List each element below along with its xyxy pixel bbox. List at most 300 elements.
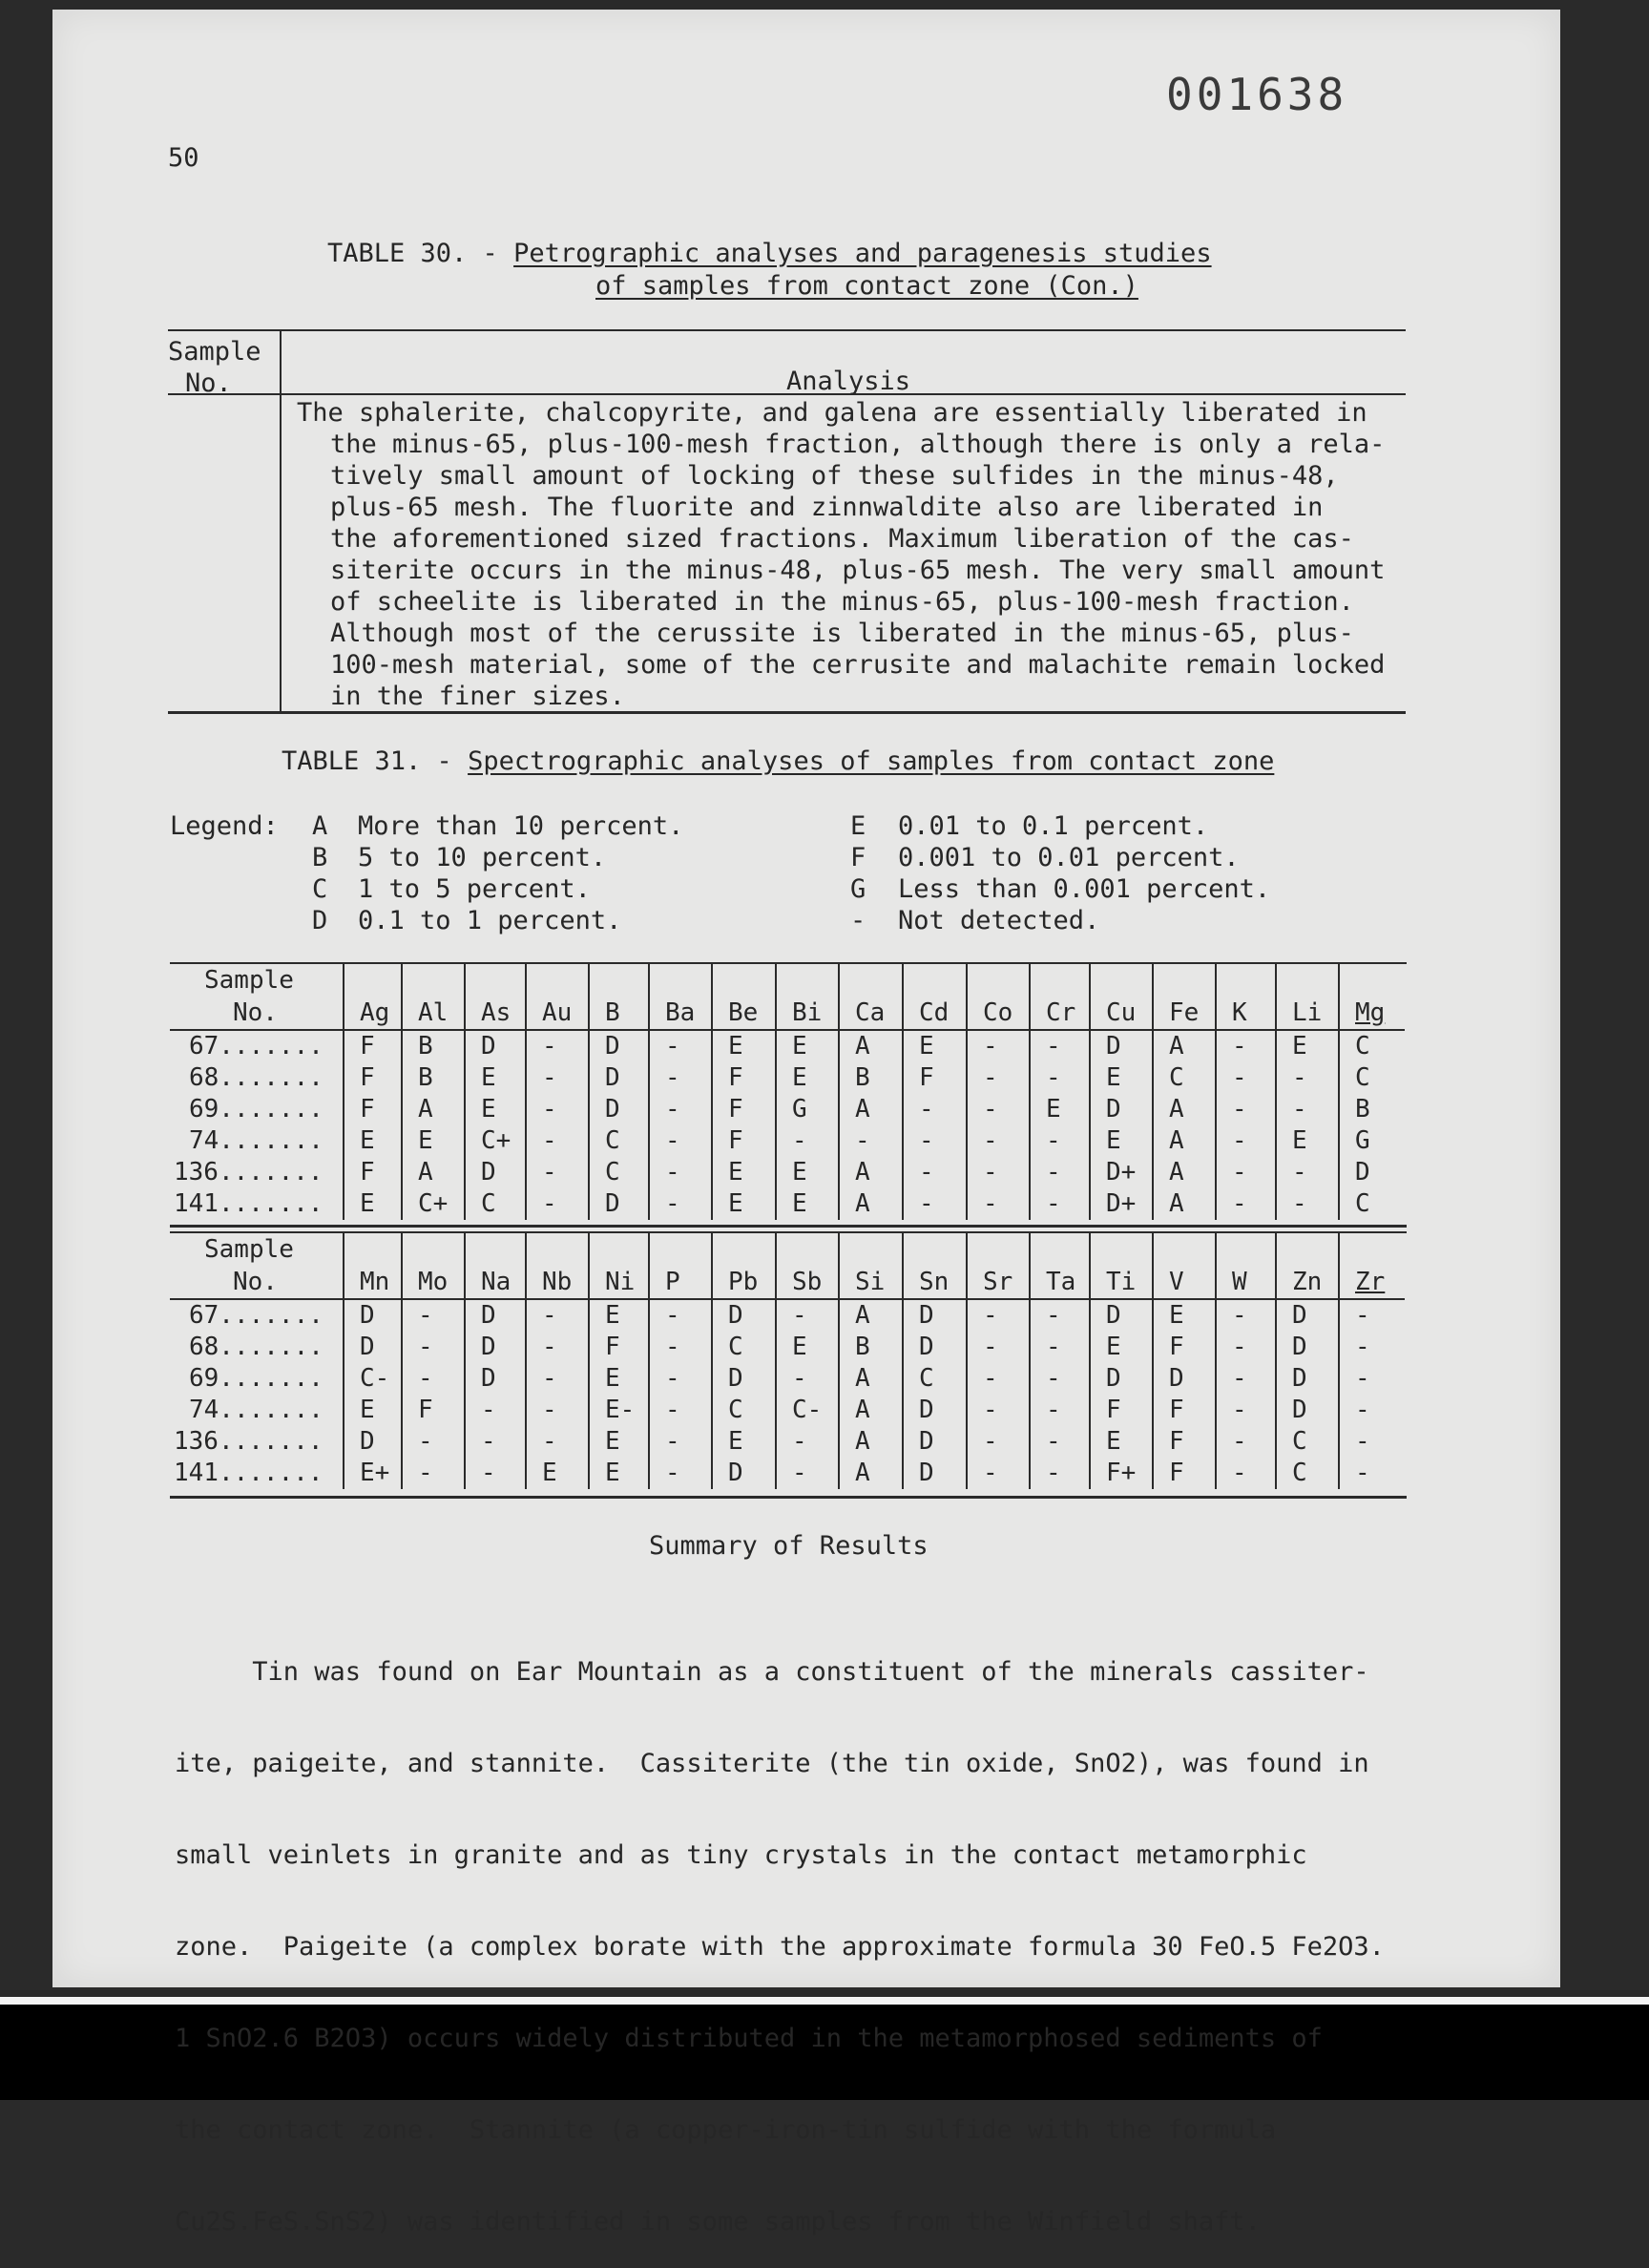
table-row [170, 1030, 1405, 1062]
abundance-cell: - [1216, 1395, 1276, 1426]
header-spacer [776, 964, 839, 997]
abundance-cell: D [589, 1188, 649, 1220]
abundance-cell: F [589, 1332, 649, 1363]
element-header: Sr [967, 1266, 1030, 1299]
abundance-cell: D [903, 1395, 967, 1426]
abundance-cell: - [1030, 1062, 1090, 1094]
abundance-cell: E [1276, 1030, 1339, 1062]
abundance-cell: - [839, 1125, 903, 1157]
element-header: Al [402, 997, 465, 1030]
abundance-cell: E [1090, 1125, 1153, 1157]
legend-item [312, 905, 683, 936]
analysis-line: of scheelite is liberated in the minus-65, plus-100-mesh fraction. [330, 587, 1354, 617]
legend-text: Less than 0.001 percent. [898, 874, 1271, 904]
table-row [170, 1363, 1405, 1395]
abundance-cell: - [402, 1363, 465, 1395]
element-header: P [649, 1266, 712, 1299]
abundance-cell: F [1153, 1458, 1216, 1489]
header-spacer [903, 964, 967, 997]
element-header: Mg [1339, 997, 1405, 1030]
element-header: Si [839, 1266, 903, 1299]
abundance-cell: B [402, 1030, 465, 1062]
abundance-cell: E [344, 1188, 402, 1220]
legend-code: B [312, 843, 328, 872]
element-header: Nb [526, 1266, 589, 1299]
sample-number: 136....... [174, 1427, 324, 1456]
table31-caption [282, 746, 1274, 776]
abundance-cell: - [776, 1299, 839, 1332]
header-spacer [1090, 1233, 1153, 1266]
table30-analysis-text [297, 397, 1442, 712]
abundance-cell: - [967, 1299, 1030, 1332]
legend-item [850, 905, 1270, 936]
analysis-line: the minus-65, plus-100-mesh fraction, although there is only a rela- [330, 430, 1386, 459]
sample-number: 67....... [189, 1301, 324, 1330]
abundance-cell: - [967, 1332, 1030, 1363]
abundance-cell: D [589, 1030, 649, 1062]
abundance-cell: E [712, 1157, 776, 1188]
abundance-cell: - [465, 1426, 526, 1458]
header-spacer [1090, 964, 1153, 997]
header-spacer [712, 1233, 776, 1266]
header-spacer [839, 964, 903, 997]
legend-code: E [850, 811, 866, 841]
abundance-cell: - [526, 1030, 589, 1062]
legend-code: C [312, 874, 328, 904]
table31-part2-bottom-rule [170, 1496, 1407, 1499]
abundance-cell: C- [776, 1395, 839, 1426]
summary-line: zone. Paigeite (a complex borate with the approximate formula 30 FeO.5 Fe2O3. [175, 1932, 1385, 1962]
abundance-cell: D [712, 1363, 776, 1395]
abundance-cell: - [649, 1062, 712, 1094]
abundance-cell: - [526, 1395, 589, 1426]
abundance-cell: - [1030, 1030, 1090, 1062]
analysis-line: plus-65 mesh. The fluorite and zinnwaldite also are liberated in [330, 493, 1324, 522]
abundance-cell: - [1216, 1030, 1276, 1062]
summary-title: Summary of Results [649, 1531, 929, 1561]
abundance-cell: F [712, 1094, 776, 1125]
abundance-cell: D [903, 1458, 967, 1489]
abundance-cell: E [589, 1426, 649, 1458]
header-spacer [1153, 964, 1216, 997]
table-row [170, 1395, 1405, 1426]
abundance-cell: E [1276, 1125, 1339, 1157]
element-header: Fe [1153, 997, 1216, 1030]
abundance-cell: - [526, 1426, 589, 1458]
sample-header-line1: Sample [204, 1235, 294, 1264]
abundance-cell: C [903, 1363, 967, 1395]
abundance-cell: A [1153, 1094, 1216, 1125]
abundance-cell: - [967, 1426, 1030, 1458]
table-row [170, 1458, 1405, 1489]
element-header: Sb [776, 1266, 839, 1299]
abundance-cell: - [903, 1094, 967, 1125]
header-spacer [1216, 964, 1276, 997]
abundance-cell: E [402, 1125, 465, 1157]
element-header: Cd [903, 997, 967, 1030]
table-row [170, 1299, 1405, 1332]
table30-analysis-header: Analysis [786, 367, 911, 396]
legend-code: F [850, 843, 866, 872]
abundance-cell: D [344, 1299, 402, 1332]
abundance-cell: D+ [1090, 1157, 1153, 1188]
header-spacer [526, 1233, 589, 1266]
abundance-cell: E [1090, 1062, 1153, 1094]
sample-number: 68....... [189, 1333, 324, 1361]
legend-item [850, 842, 1270, 873]
abundance-cell: F [402, 1395, 465, 1426]
abundance-cell: - [1216, 1332, 1276, 1363]
header-spacer [1339, 1233, 1405, 1266]
abundance-cell: - [649, 1125, 712, 1157]
abundance-cell: - [967, 1030, 1030, 1062]
element-header: W [1216, 1266, 1276, 1299]
abundance-cell: D [344, 1426, 402, 1458]
element-header: Ca [839, 997, 903, 1030]
abundance-cell: - [526, 1299, 589, 1332]
element-header: B [589, 997, 649, 1030]
abundance-cell: C [1276, 1458, 1339, 1489]
header-spacer [1216, 1233, 1276, 1266]
summary-line: ite, paigeite, and stannite. Cassiterite (the tin oxide, SnO2), was found in [175, 1749, 1369, 1778]
spectrographic-table-part1 [170, 964, 1405, 1220]
table30-caption [327, 239, 1212, 268]
sample-number: 68....... [189, 1063, 324, 1092]
abundance-cell: - [649, 1030, 712, 1062]
table30-caption-line2: of samples from contact zone (Con.) [595, 271, 1138, 301]
element-header: Mo [402, 1266, 465, 1299]
abundance-cell: - [1030, 1188, 1090, 1220]
abundance-cell: C [465, 1188, 526, 1220]
abundance-cell: E [1030, 1094, 1090, 1125]
abundance-cell: D [1090, 1030, 1153, 1062]
analysis-line: The sphalerite, chalcopyrite, and galena are essentially liberated in [297, 398, 1367, 428]
abundance-cell: E [776, 1157, 839, 1188]
abundance-cell: D [1276, 1332, 1339, 1363]
analysis-line: 100-mesh material, some of the cerrusite and malachite remain locked [330, 650, 1386, 680]
table31-caption-title: Spectrographic analyses of samples from contact zone [468, 746, 1275, 776]
abundance-cell: - [1030, 1458, 1090, 1489]
element-header: Be [712, 997, 776, 1030]
abundance-cell: D [1090, 1094, 1153, 1125]
abundance-cell: - [402, 1299, 465, 1332]
abundance-cell: F [344, 1157, 402, 1188]
abundance-cell: D [903, 1426, 967, 1458]
abundance-cell: C [589, 1125, 649, 1157]
abundance-cell: C [1339, 1062, 1405, 1094]
abundance-cell: - [967, 1395, 1030, 1426]
abundance-cell: D [1276, 1363, 1339, 1395]
abundance-cell: E [776, 1332, 839, 1363]
element-header: Au [526, 997, 589, 1030]
element-header: Ta [1030, 1266, 1090, 1299]
abundance-cell: A [402, 1094, 465, 1125]
abundance-cell: A [839, 1395, 903, 1426]
abundance-cell: F [712, 1062, 776, 1094]
abundance-cell: B [839, 1062, 903, 1094]
abundance-cell: D [465, 1030, 526, 1062]
abundance-cell: C [1276, 1426, 1339, 1458]
element-header: Ni [589, 1266, 649, 1299]
header-spacer [402, 1233, 465, 1266]
abundance-cell: D [1276, 1395, 1339, 1426]
header-spacer [465, 1233, 526, 1266]
abundance-cell: - [967, 1157, 1030, 1188]
abundance-cell: F+ [1090, 1458, 1153, 1489]
sample-number: 141....... [174, 1459, 324, 1487]
abundance-cell: E [465, 1094, 526, 1125]
abundance-cell: - [1030, 1125, 1090, 1157]
abundance-cell: E [776, 1030, 839, 1062]
abundance-cell: - [967, 1062, 1030, 1094]
abundance-cell: - [1216, 1299, 1276, 1332]
table-row [170, 1426, 1405, 1458]
table30-caption-prefix: TABLE 30. - [327, 239, 514, 268]
abundance-cell: - [402, 1426, 465, 1458]
summary-line: the contact zone. Stannite (a copper-iron-tin sulfide with the formula [175, 2115, 1277, 2145]
header-spacer [649, 964, 712, 997]
sample-number: 69....... [189, 1095, 324, 1124]
abundance-cell: B [402, 1062, 465, 1094]
element-header: Li [1276, 997, 1339, 1030]
table-row [170, 1332, 1405, 1363]
legend-text: 1 to 5 percent. [358, 874, 591, 904]
sample-number: 69....... [189, 1364, 324, 1393]
abundance-cell: F [1090, 1395, 1153, 1426]
table-row [170, 1188, 1405, 1220]
legend-code: A [312, 811, 328, 841]
abundance-cell: F [344, 1094, 402, 1125]
abundance-cell: - [1216, 1157, 1276, 1188]
abundance-cell: E [1090, 1332, 1153, 1363]
table30-column-divider [280, 329, 282, 713]
abundance-cell: D [589, 1062, 649, 1094]
abundance-cell: - [1030, 1157, 1090, 1188]
element-header: Zn [1276, 1266, 1339, 1299]
header-spacer [344, 964, 402, 997]
abundance-cell: A [402, 1157, 465, 1188]
legend-text: Not detected. [898, 906, 1100, 935]
header-spacer [1030, 964, 1090, 997]
abundance-cell: A [839, 1426, 903, 1458]
abundance-cell: - [776, 1426, 839, 1458]
analysis-line: tively small amount of locking of these sulfides in the minus-48, [330, 461, 1339, 491]
sample-number: 136....... [174, 1158, 324, 1186]
abundance-cell: G [776, 1094, 839, 1125]
legend-right [850, 810, 1270, 936]
abundance-cell: - [1216, 1363, 1276, 1395]
abundance-cell: - [1216, 1062, 1276, 1094]
page-number: 50 [168, 143, 199, 173]
element-header: Cu [1090, 997, 1153, 1030]
abundance-cell: A [839, 1157, 903, 1188]
abundance-cell: - [1339, 1426, 1405, 1458]
abundance-cell: - [967, 1125, 1030, 1157]
legend-left [312, 810, 683, 936]
sample-number: 74....... [189, 1396, 324, 1424]
abundance-cell: A [839, 1299, 903, 1332]
abundance-cell: E+ [344, 1458, 402, 1489]
abundance-cell: D [344, 1332, 402, 1363]
abundance-cell: D [712, 1458, 776, 1489]
abundance-cell: E [465, 1062, 526, 1094]
element-header: Cr [1030, 997, 1090, 1030]
table31-part1-bottom-rule [170, 1225, 1407, 1228]
table-row [170, 1062, 1405, 1094]
legend-text: 0.1 to 1 percent. [358, 906, 622, 935]
table30-sample-header-line2: No. [185, 368, 232, 398]
abundance-cell: A [1153, 1188, 1216, 1220]
abundance-cell: - [526, 1363, 589, 1395]
abundance-cell: F [1153, 1395, 1216, 1426]
header-spacer [967, 1233, 1030, 1266]
abundance-cell: E [344, 1395, 402, 1426]
header-spacer [589, 964, 649, 997]
header-spacer [1339, 964, 1405, 997]
summary-line: Tin was found on Ear Mountain as a constituent of the minerals cassiter- [175, 1657, 1369, 1687]
abundance-cell: A [839, 1188, 903, 1220]
header-spacer [344, 1233, 402, 1266]
summary-line: small veinlets in granite and as tiny crystals in the contact metamorphic [175, 1840, 1307, 1870]
abundance-cell: - [1216, 1125, 1276, 1157]
header-spacer [589, 1233, 649, 1266]
element-header: Ag [344, 997, 402, 1030]
legend-item [312, 842, 683, 873]
abundance-cell: E [776, 1062, 839, 1094]
abundance-cell: - [402, 1458, 465, 1489]
sample-header-line1: Sample [204, 966, 294, 995]
abundance-cell: - [776, 1125, 839, 1157]
abundance-cell: E [1090, 1426, 1153, 1458]
spectrographic-table-part2 [170, 1233, 1405, 1489]
analysis-line: in the finer sizes. [330, 682, 625, 711]
abundance-cell: E- [589, 1395, 649, 1426]
abundance-cell: - [649, 1094, 712, 1125]
abundance-cell: C [589, 1157, 649, 1188]
abundance-cell: - [526, 1125, 589, 1157]
element-header: V [1153, 1266, 1216, 1299]
element-header: Mn [344, 1266, 402, 1299]
header-spacer [1030, 1233, 1090, 1266]
abundance-cell: - [776, 1458, 839, 1489]
header-spacer [465, 964, 526, 997]
abundance-cell: E [526, 1458, 589, 1489]
abundance-cell: A [1153, 1157, 1216, 1188]
abundance-cell: C [1339, 1188, 1405, 1220]
abundance-cell: - [526, 1094, 589, 1125]
element-header: As [465, 997, 526, 1030]
element-header: K [1216, 997, 1276, 1030]
sample-number: 74....... [189, 1126, 324, 1155]
abundance-cell: D [465, 1299, 526, 1332]
element-header: Zr [1339, 1266, 1405, 1299]
header-spacer [1153, 1233, 1216, 1266]
abundance-cell: - [649, 1188, 712, 1220]
element-header: Sn [903, 1266, 967, 1299]
legend-item [312, 873, 683, 905]
abundance-cell: - [649, 1395, 712, 1426]
legend-text: 0.01 to 0.1 percent. [898, 811, 1209, 841]
abundance-cell: - [967, 1458, 1030, 1489]
abundance-cell: C [712, 1395, 776, 1426]
abundance-cell: E [344, 1125, 402, 1157]
abundance-cell: - [967, 1363, 1030, 1395]
abundance-cell: - [1339, 1299, 1405, 1332]
abundance-cell: - [1276, 1062, 1339, 1094]
summary-line: 1 SnO2.6 B2O3) occurs widely distributed in the metamorphosed sediments of [175, 2024, 1323, 2053]
abundance-cell: F [903, 1062, 967, 1094]
abundance-cell: D [903, 1332, 967, 1363]
header-spacer [776, 1233, 839, 1266]
summary-line: Cu2S.FeS.SnS2) was identified in some samples from the Winfield shaft. [175, 2207, 1261, 2236]
abundance-cell: F [1153, 1332, 1216, 1363]
header-spacer [526, 964, 589, 997]
table30-caption-title: Petrographic analyses and paragenesis studies [513, 239, 1212, 268]
abundance-cell: E [776, 1188, 839, 1220]
analysis-line: siterite occurs in the minus-48, plus-65 mesh. The very small amount [330, 556, 1386, 585]
legend-code: G [850, 874, 866, 904]
abundance-cell: - [1030, 1299, 1090, 1332]
abundance-cell: E [712, 1030, 776, 1062]
element-header: Ba [649, 997, 712, 1030]
abundance-cell: - [465, 1458, 526, 1489]
abundance-cell: - [526, 1062, 589, 1094]
element-header: Na [465, 1266, 526, 1299]
abundance-cell: - [649, 1332, 712, 1363]
abundance-cell: E [712, 1426, 776, 1458]
document-stamp-number: 001638 [1166, 69, 1348, 120]
legend-code: D [312, 906, 328, 935]
header-spacer [402, 964, 465, 997]
abundance-cell: - [1276, 1188, 1339, 1220]
abundance-cell: - [649, 1363, 712, 1395]
abundance-cell: D+ [1090, 1188, 1153, 1220]
abundance-cell: E [589, 1299, 649, 1332]
legend-item [850, 873, 1270, 905]
abundance-cell: - [1216, 1458, 1276, 1489]
abundance-cell: D [712, 1299, 776, 1332]
sample-header-line2: No. [170, 1266, 344, 1299]
abundance-cell: F [344, 1062, 402, 1094]
header-spacer [839, 1233, 903, 1266]
sample-number: 141....... [174, 1189, 324, 1218]
abundance-cell: - [1216, 1094, 1276, 1125]
abundance-cell: C+ [465, 1125, 526, 1157]
abundance-cell: - [1030, 1426, 1090, 1458]
abundance-cell: - [649, 1157, 712, 1188]
abundance-cell: C- [344, 1363, 402, 1395]
abundance-cell: A [1153, 1030, 1216, 1062]
abundance-cell: - [903, 1125, 967, 1157]
abundance-cell: A [839, 1458, 903, 1489]
header-spacer [649, 1233, 712, 1266]
abundance-cell: A [839, 1030, 903, 1062]
abundance-cell: - [649, 1299, 712, 1332]
header-spacer [903, 1233, 967, 1266]
abundance-cell: - [1276, 1157, 1339, 1188]
abundance-cell: - [1339, 1332, 1405, 1363]
abundance-cell: D [1276, 1299, 1339, 1332]
abundance-cell: C [1339, 1030, 1405, 1062]
table-row [170, 1157, 1405, 1188]
abundance-cell: - [1339, 1458, 1405, 1489]
table30-sample-header [168, 336, 261, 399]
abundance-cell: A [839, 1363, 903, 1395]
abundance-cell: D [465, 1332, 526, 1363]
abundance-cell: F [344, 1030, 402, 1062]
abundance-cell: D [465, 1363, 526, 1395]
abundance-cell: C [712, 1332, 776, 1363]
